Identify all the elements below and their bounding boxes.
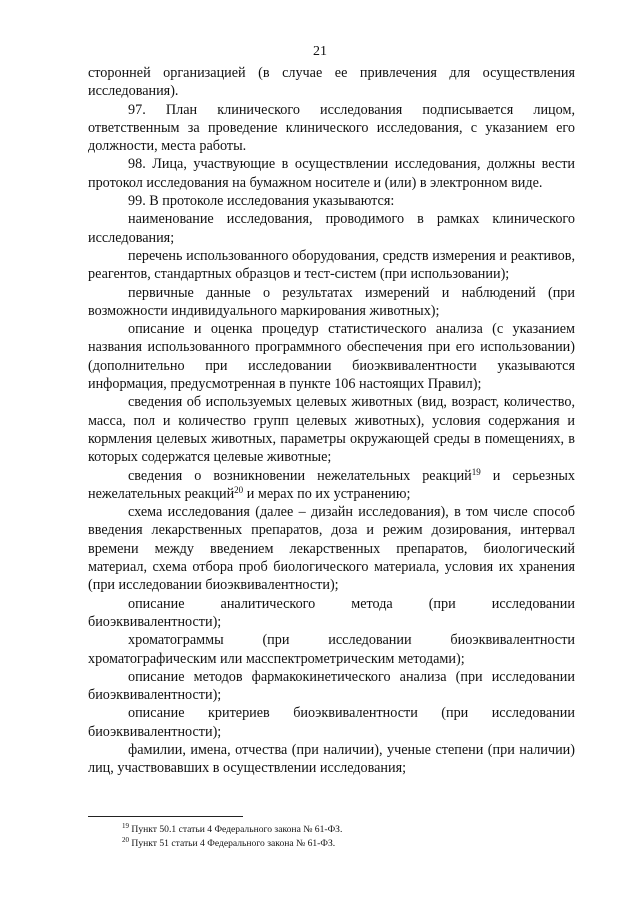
paragraph: сторонней организацией (в случае ее привлечения для осуществления исследования). [88,65,575,100]
footnote-19 [122,823,562,837]
footnote-mark: 19 [122,822,129,830]
text-segment: сведения о возникновении нежелательных реакций [128,467,472,484]
footnote-divider [88,816,243,817]
text-segment: и серьезных нежелательных реакций [88,467,575,502]
footnote-reference-20[interactable]: 20 [234,484,244,495]
page-number: 21 [313,44,327,59]
footnote-text: Пункт 51 статьи 4 Федерального закона № 61-ФЗ. [129,838,336,849]
document-body [88,64,575,778]
list-item: первичные данные о результатах измерений и наблюдений (при возможности индивидуального маркирования животных); [88,284,575,319]
footnote-mark: 20 [122,836,129,844]
list-item-with-footnotes [88,467,575,504]
footnote-reference-19[interactable]: 19 [471,466,481,477]
footnotes [122,823,562,851]
list-item: хроматограммы (при исследовании биоэквивалентности хроматографическим или масспектрометрическим методами); [88,632,575,667]
footnote-20 [122,837,562,851]
list-item: перечень использованного оборудования, средств измерения и реактивов, реагентов, стандартных образцов и тест-систем (при использовании); [88,247,575,283]
paragraph-98: 98. Лица, участвующие в осуществлении исследования, должны вести протокол исследования на бумажном носителе и (или) в электронном виде. [88,156,575,191]
footnote-text: Пункт 50.1 статьи 4 Федерального закона № 61-ФЗ. [129,824,343,835]
list-item: фамилии, имена, отчества (при наличии), ученые степени (при наличии) лиц, участвовавших в осуществлении исследования; [88,741,575,777]
list-item: описание методов фармакокинетического анализа (при исследовании биоэквивалентности); [88,668,575,704]
list-item: описание аналитического метода (при исследовании биоэквивалентности); [88,595,575,630]
list-item: описание критериев биоэквивалентности (при исследовании биоэквивалентности); [88,705,575,740]
list-item: сведения об используемых целевых животных (вид, возраст, количество, масса, пол и количество групп целевых животных), условия содержания и кормления целевых животных, параметры окружающей среды в помещениях, в которых содержатся целевые животные; [88,394,575,466]
text-segment: и мерах по их устранению; [243,485,411,502]
paragraph-97: 97. План клинического исследования подписывается лицом, ответственным за проведение клинического исследования, с указанием его должности, места работы. [88,101,575,155]
list-item: схема исследования (далее – дизайн исследования), в том числе способ введения лекарственных препаратов, доза и режим дозирования, интервал времени между введением лекарственных препаратов, биологический материал, схема отбора проб биологического материала, условия их хранения (при исследовании биоэквивалентности); [88,504,575,594]
list-item: наименование исследования, проводимого в рамках клинического исследования; [88,211,575,246]
list-item: описание и оценка процедур статистического анализа (с указанием названия использованного программного обеспечения при его использовании) (дополнительно при исследовании биоэквивалентности указываются информация, предусмотренная в пункте 106 настоящих Правил); [88,321,575,393]
paragraph-99: 99. В протоколе исследования указываются: [128,193,395,210]
